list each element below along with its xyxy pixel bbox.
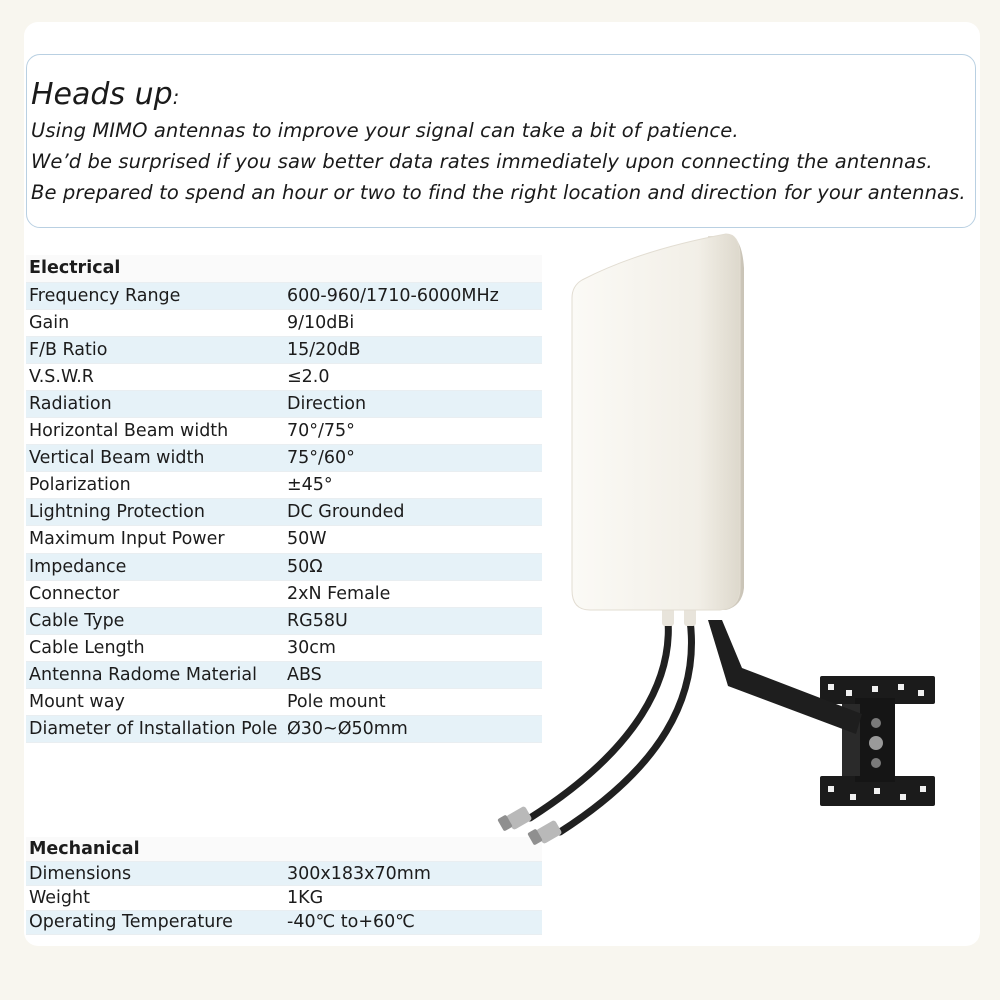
panel-antenna-image	[490, 228, 950, 868]
n-connector-2	[527, 820, 562, 846]
spec-label: Frequency Range	[26, 282, 284, 309]
mechanical-heading: Mechanical	[26, 837, 542, 861]
spec-label: Lightning Protection	[26, 499, 284, 526]
notice-line-1: Using MIMO antennas to improve your signal can take a bit of patience.	[31, 119, 739, 142]
spec-value: ±45°	[284, 472, 542, 499]
spec-label: Dimensions	[26, 861, 284, 885]
electrical-spec-row	[26, 445, 542, 472]
n-connector-1	[497, 806, 532, 832]
spec-value: -40℃ to+60℃	[284, 910, 542, 934]
spec-label: Impedance	[26, 553, 284, 580]
spec-label: Weight	[26, 886, 284, 910]
electrical-spec-row	[26, 689, 542, 716]
spec-label: Polarization	[26, 472, 284, 499]
spec-value: Pole mount	[284, 689, 542, 716]
mechanical-spec-table	[26, 837, 542, 935]
spec-value: ABS	[284, 661, 542, 688]
notice-title	[31, 77, 179, 112]
spec-label: Vertical Beam width	[26, 445, 284, 472]
spec-label: Mount way	[26, 689, 284, 716]
spec-value: 30cm	[284, 634, 542, 661]
spec-value: 600-960/1710-6000MHz	[284, 282, 542, 309]
wall-bracket	[820, 676, 935, 806]
notice-line-2: We’d be surprised if you saw better data rates immediately upon connecting the antennas.	[31, 150, 933, 173]
spec-value: RG58U	[284, 607, 542, 634]
mechanical-spec-row	[26, 861, 542, 885]
spec-value: 75°/60°	[284, 445, 542, 472]
electrical-spec-row	[26, 390, 542, 417]
spec-label: Antenna Radome Material	[26, 661, 284, 688]
spec-value: 15/20dB	[284, 336, 542, 363]
spec-label: Maximum Input Power	[26, 526, 284, 553]
spec-value: ≤2.0	[284, 363, 542, 390]
spec-value: Direction	[284, 390, 542, 417]
spec-label: V.S.W.R	[26, 363, 284, 390]
notice-title-text: Heads up	[31, 77, 173, 112]
heads-up-notice	[26, 54, 976, 228]
spec-label: Connector	[26, 580, 284, 607]
notice-title-colon: :	[172, 85, 180, 109]
spec-label: F/B Ratio	[26, 336, 284, 363]
electrical-spec-row	[26, 336, 542, 363]
spec-value: DC Grounded	[284, 499, 542, 526]
electrical-spec-row	[26, 607, 542, 634]
spec-value: 50Ω	[284, 553, 542, 580]
spec-label: Diameter of Installation Pole	[26, 716, 284, 743]
electrical-spec-row	[26, 661, 542, 688]
coax-cable-1	[530, 620, 668, 818]
mechanical-spec-row	[26, 910, 542, 934]
electrical-spec-row	[26, 580, 542, 607]
spec-value: 9/10dBi	[284, 309, 542, 336]
spec-value: 2xN Female	[284, 580, 542, 607]
spec-label: Operating Temperature	[26, 910, 284, 934]
spec-value: 1KG	[284, 886, 542, 910]
spec-value: Ø30~Ø50mm	[284, 716, 542, 743]
spec-label: Cable Length	[26, 634, 284, 661]
notice-line-3: Be prepared to spend an hour or two to find the right location and direction for your antennas.	[31, 181, 966, 204]
spec-value: 300x183x70mm	[284, 861, 542, 885]
electrical-spec-row	[26, 363, 542, 390]
electrical-spec-row	[26, 472, 542, 499]
spec-label: Horizontal Beam width	[26, 418, 284, 445]
electrical-spec-table	[26, 255, 542, 743]
electrical-spec-row	[26, 499, 542, 526]
coax-cable-2	[560, 620, 691, 832]
electrical-spec-row	[26, 418, 542, 445]
electrical-spec-row	[26, 553, 542, 580]
electrical-spec-row	[26, 634, 542, 661]
mechanical-spec-row	[26, 886, 542, 910]
electrical-spec-row	[26, 282, 542, 309]
electrical-spec-row	[26, 309, 542, 336]
electrical-spec-row	[26, 526, 542, 553]
spec-label: Gain	[26, 309, 284, 336]
spec-value: 70°/75°	[284, 418, 542, 445]
electrical-spec-row	[26, 716, 542, 743]
spec-label: Radiation	[26, 390, 284, 417]
spec-label: Cable Type	[26, 607, 284, 634]
antenna-radome	[572, 234, 740, 610]
spec-value: 50W	[284, 526, 542, 553]
electrical-heading: Electrical	[26, 255, 542, 282]
